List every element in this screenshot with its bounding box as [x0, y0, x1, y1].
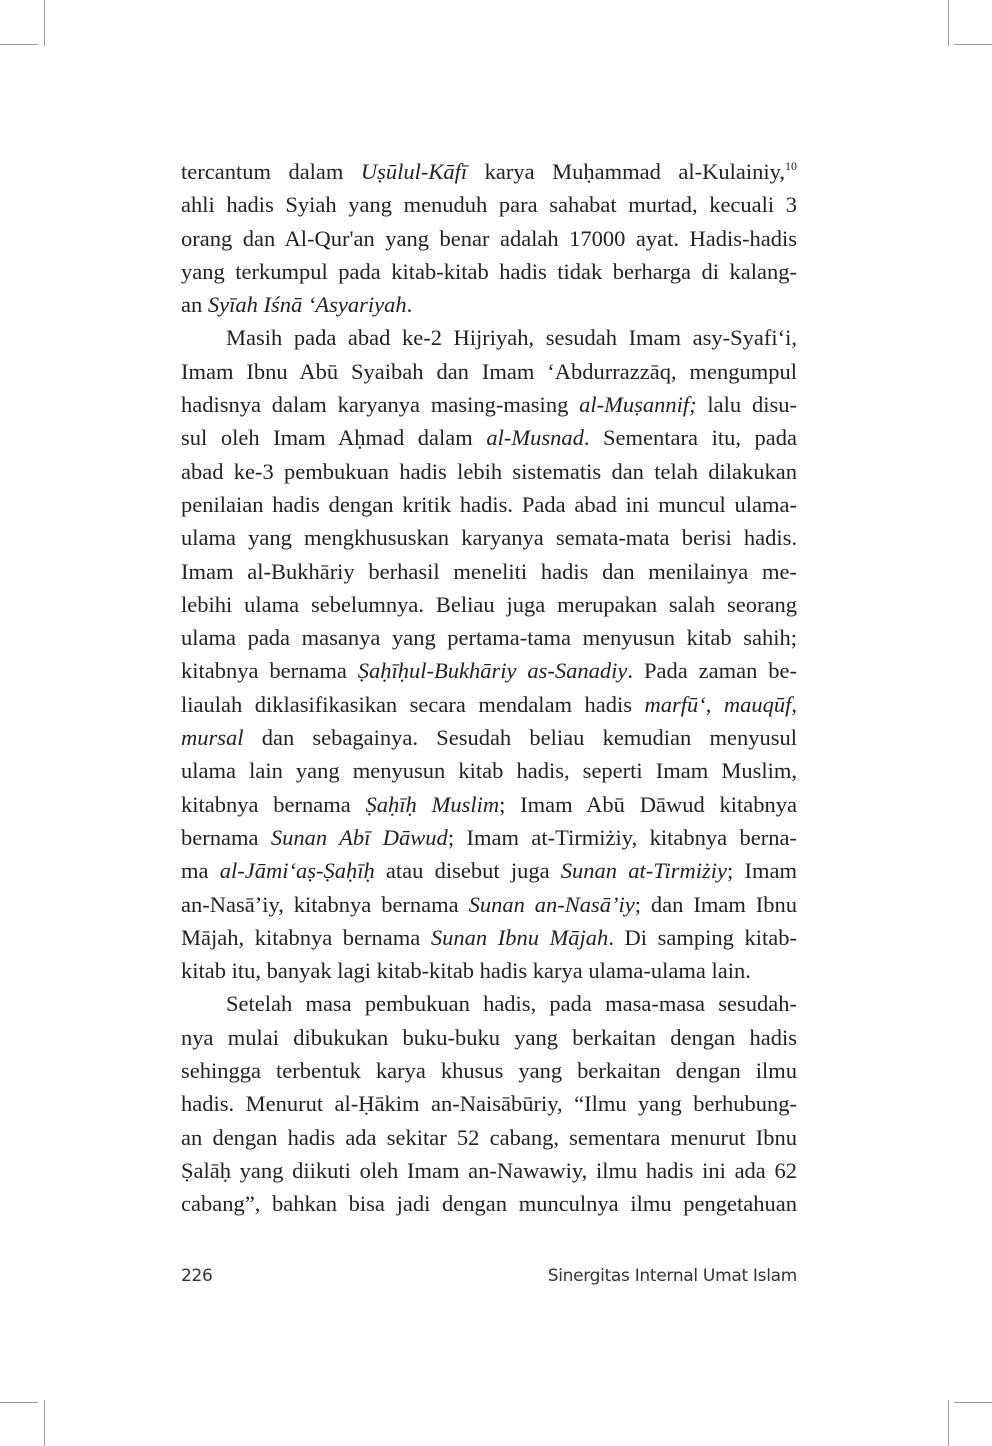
text-run: an dengan hadis ada sekitar 52 cabang, sementara menurut Ibnu: [181, 1124, 797, 1150]
text-run: ulama pada masanya yang pertama-tama menyusun kitab sahih;: [181, 625, 797, 651]
italic-term: mursal: [181, 725, 244, 751]
text-run: karya Muḥammad al-Kulainiy,: [467, 159, 785, 184]
text-run: ,: [705, 691, 724, 717]
text-run: hadisnya dalam karyanya masing-masing: [181, 392, 580, 418]
text-run: yang terkumpul pada kitab-kitab hadis tidak berharga di kalang-: [181, 258, 797, 284]
text-run: lebihi ulama sebelumnya. Beliau juga merupakan salah seorang: [181, 591, 797, 617]
italic-term: Sunan Ibnu Mājah: [430, 924, 609, 950]
italic-term: al-Musnad: [486, 425, 584, 451]
text-line: [181, 388, 797, 421]
text-run: kitabnya bernama: [181, 658, 358, 684]
text-run: Imam al-Bukhāriy berhasil meneliti hadis dan menilainya me-: [181, 558, 797, 584]
text-run: hadis. Menurut al-Ḥākim an-Naisābūriy, “Ilmu yang berhubung-: [181, 1091, 797, 1117]
italic-term: al-Muṣannif;: [579, 392, 697, 418]
text-run: ; dan Imam Ibnu: [634, 891, 797, 917]
paragraph: [181, 155, 797, 321]
text-line: [181, 921, 797, 954]
text-line: [181, 588, 797, 621]
italic-term: Sunan Abī Dāwud: [270, 824, 448, 850]
text-run: abad ke-3 pembukuan hadis lebih sistematis dan telah dilakukan: [181, 458, 797, 484]
text-line: [181, 954, 797, 987]
text-run: ma: [181, 858, 220, 884]
text-run: ,: [791, 691, 797, 717]
text-run: ulama yang mengkhususkan karyanya semata-mata berisi hadis.: [181, 525, 797, 551]
text-line: [181, 788, 797, 821]
text-line: [181, 288, 797, 321]
text-line: [181, 721, 797, 754]
text-line: [181, 188, 797, 221]
text-line: [181, 854, 797, 887]
text-run: .: [406, 292, 413, 318]
italic-term: Uṣūlul-Kāfī: [360, 159, 468, 184]
crop-mark: [0, 44, 38, 45]
text-line: [181, 355, 797, 388]
text-line: [181, 987, 797, 1020]
text-run: ; Imam at-Tirmiżiy, kitabnya berna-: [447, 824, 797, 850]
text-run: an: [181, 292, 208, 318]
paragraph: [181, 987, 797, 1220]
text-line: [181, 222, 797, 255]
text-run: tercantum dalam: [181, 159, 361, 184]
text-run: Ṣalāḥ yang diikuti oleh Imam an-Nawawiy, ilmu hadis ini ada 62: [181, 1157, 797, 1183]
text-line: [181, 555, 797, 588]
text-line: [181, 455, 797, 488]
text-run: bernama: [181, 824, 271, 850]
text-run: ahli hadis Syiah yang menuduh para sahabat murtad, kecuali 3: [181, 192, 797, 218]
text-run: nya mulai dibukukan buku-buku yang berkaitan dengan hadis: [181, 1024, 797, 1050]
text-line: [181, 888, 797, 921]
italic-term: Ṣaḥīḥ Muslim: [365, 791, 500, 817]
text-run: kitabnya bernama: [181, 791, 366, 817]
crop-mark: [954, 44, 992, 45]
crop-mark: [948, 0, 949, 46]
text-run: atau disebut juga: [374, 858, 561, 884]
page-number: 226: [181, 1266, 213, 1286]
text-line: [181, 521, 797, 554]
text-line: [181, 754, 797, 787]
text-run: lalu disu-: [696, 392, 797, 418]
crop-mark: [0, 1402, 38, 1403]
text-run: Imam Ibnu Abū Syaibah dan Imam ‘Abdurrazzāq, mengumpul: [181, 358, 797, 384]
text-run: ; Imam Abū Dāwud kitabnya: [499, 791, 797, 817]
text-line: [181, 621, 797, 654]
text-line: [181, 1021, 797, 1054]
paragraph: [181, 321, 797, 987]
running-title: Sinergitas Internal Umat Islam: [547, 1266, 797, 1286]
text-line: [181, 1054, 797, 1087]
text-run: . Di samping kitab-: [608, 924, 797, 950]
text-line: [181, 1087, 797, 1120]
italic-term: Ṣaḥīḥul-Bukhāriy as-Sanadiy: [357, 658, 628, 684]
text-run: an-Nasā’iy, kitabnya bernama: [181, 891, 469, 917]
italic-term: Sunan an-Nasā’iy: [468, 891, 635, 917]
text-run: Setelah masa pembukuan hadis, pada masa-masa sesudah-: [226, 991, 797, 1017]
text-line: [181, 255, 797, 288]
crop-mark: [948, 1400, 949, 1446]
text-line: [181, 1187, 797, 1220]
italic-term: mauqūf: [723, 691, 792, 717]
text-run: . Pada zaman be-: [627, 658, 797, 684]
text-line: [181, 1154, 797, 1187]
text-line: [181, 688, 797, 721]
text-run: sehingga terbentuk karya khusus yang berkaitan dengan ilmu: [181, 1058, 797, 1084]
italic-term: marfū‘: [644, 691, 706, 717]
crop-mark: [44, 1400, 45, 1446]
text-line: [181, 654, 797, 687]
crop-mark: [954, 1402, 992, 1403]
text-line: [181, 321, 797, 354]
text-line: [181, 1121, 797, 1154]
text-run: kitab itu, banyak lagi kitab-kitab hadis karya ulama-ulama lain.: [181, 958, 751, 984]
text-run: ; Imam: [727, 858, 797, 884]
italic-term: Sunan at-Tirmiżiy: [560, 858, 728, 884]
text-line: [181, 488, 797, 521]
italic-term: Syīah Iśnā ‘Asyariyah: [207, 292, 407, 318]
text-run: sul oleh Imam Aḥmad dalam: [181, 425, 487, 451]
text-run: cabang”, bahkan bisa jadi dengan munculnya ilmu pengetahuan: [181, 1191, 797, 1217]
text-run: Mājah, kitabnya bernama: [181, 924, 431, 950]
text-line: [181, 421, 797, 454]
footnote-ref: 10: [785, 159, 797, 173]
text-run: penilaian hadis dengan kritik hadis. Pada abad ini muncul ulama-: [181, 491, 797, 517]
text-run: Masih pada abad ke-2 Hijriyah, sesudah Imam asy-Syafi‘i,: [226, 325, 797, 351]
italic-term: al-Jāmi‘aṣ-Ṣaḥīḥ: [219, 858, 375, 884]
body-text: [181, 155, 797, 1221]
text-run: orang dan Al-Qur'an yang benar adalah 17000 ayat. Hadis-hadis: [181, 225, 797, 251]
crop-mark: [44, 0, 45, 46]
text-line: [181, 821, 797, 854]
text-run: ulama lain yang menyusun kitab hadis, seperti Imam Muslim,: [181, 758, 797, 784]
text-run: dan sebagainya. Sesudah beliau kemudian menyusul: [243, 725, 797, 751]
text-run: . Sementara itu, pada: [583, 425, 798, 451]
text-run: liaulah diklasifikasikan secara mendalam hadis: [181, 691, 645, 717]
text-line: [181, 155, 797, 188]
